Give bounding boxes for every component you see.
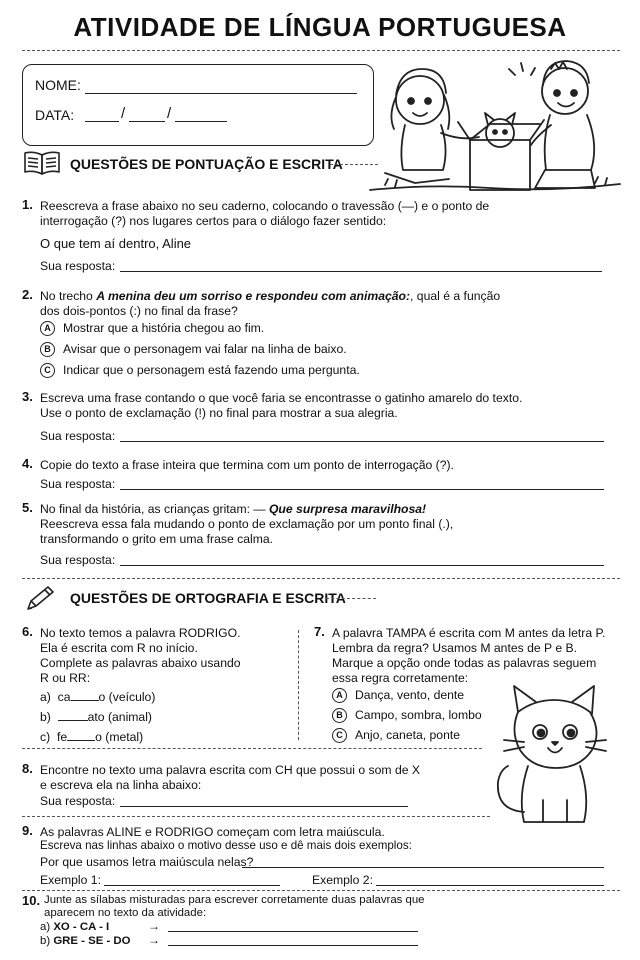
option-c[interactable]: C Indicar que o personagem está fazendo uma pergunta.	[40, 363, 360, 378]
question-number: 2.	[22, 287, 33, 302]
question-10-line2: aparecem no texto da atividade:	[44, 907, 207, 919]
question-8-line1: Encontre no texto uma palavra escrita com CH que possui o som de X	[40, 763, 421, 777]
question-5-line2: Reescreva essa fala mudando o ponto de exclamação por um ponto final (.),	[40, 517, 454, 531]
date-separator: /	[167, 105, 172, 122]
syllable-answer-b[interactable]	[168, 945, 418, 946]
option-letter: A	[332, 688, 347, 703]
answer-label: Sua resposta:	[40, 429, 116, 443]
example-1-field[interactable]	[104, 885, 280, 886]
option-a[interactable]: A Mostrar que a história chegou ao fim.	[40, 321, 264, 336]
question-9-line2: Escreva nas linhas abaixo o motivo desse uso e dê mais dois exemplos:	[40, 839, 412, 852]
option-c[interactable]: C Anjo, caneta, ponte	[332, 728, 460, 743]
fill-item-c: c) fe o (metal)	[40, 730, 144, 744]
option-letter: C	[40, 363, 55, 378]
name-field[interactable]	[85, 93, 357, 94]
fill-blank[interactable]	[58, 720, 88, 721]
divider	[330, 164, 378, 165]
syllable-item-a: a) XO - CA - I	[40, 921, 110, 933]
divider	[22, 890, 620, 891]
question-8-line2: e escreva ela na linha abaixo:	[40, 778, 202, 792]
divider	[22, 748, 482, 749]
fill-item-a: a) ca o (veículo)	[40, 690, 156, 704]
date-month-field[interactable]	[129, 121, 165, 122]
question-2-line1: No trecho A menina deu um sorriso e respondeu com animação:, qual é a função	[40, 289, 501, 303]
question-7-line1: A palavra TAMPA é escrita com M antes da letra P.	[332, 626, 606, 640]
cat-illustration	[488, 682, 618, 834]
fill-blank[interactable]	[67, 740, 95, 741]
section-title-spelling: QUESTÕES DE ORTOGRAFIA E ESCRITA	[70, 590, 346, 606]
page-title: ATIVIDADE DE LÍNGUA PORTUGUESA	[73, 12, 567, 42]
divider	[326, 598, 376, 599]
option-letter: B	[40, 342, 55, 357]
answer-label: Sua resposta:	[40, 477, 116, 491]
question-number: 8.	[22, 761, 33, 776]
question-3-line2: Use o ponto de exclamação (!) no final para mostrar a sua alegria.	[40, 406, 398, 420]
question-6-line3: Complete as palavras abaixo usando	[40, 656, 241, 670]
question-number: 9.	[22, 823, 33, 838]
question-7-line4: essa regra corretamente:	[332, 671, 469, 685]
question-number: 10.	[22, 893, 41, 908]
question-number: 6.	[22, 624, 33, 639]
question-6-line1: No texto temos a palavra RODRIGO.	[40, 626, 241, 640]
name-label: NOME:	[35, 77, 81, 93]
divider	[22, 50, 620, 51]
question-number: 1.	[22, 197, 33, 212]
question-7-line3: Marque a opção onde todas as palavras seguem	[332, 656, 597, 670]
date-day-field[interactable]	[85, 121, 119, 122]
question-5-line3: transformando o grito em uma frase calma.	[40, 532, 274, 546]
question-number: 4.	[22, 456, 33, 471]
question-1-line1: Reescreva a frase abaixo no seu caderno, colocando o travessão (—) e o ponto de	[40, 199, 490, 213]
answer-label: Sua resposta:	[40, 553, 116, 567]
children-with-cat-illustration	[365, 55, 625, 200]
example-1-label: Exemplo 1:	[40, 873, 101, 887]
question-9-prompt: Por que usamos letra maiúscula nelas?	[40, 855, 254, 869]
question-number: 3.	[22, 389, 33, 404]
syllable-item-b: b) GRE - SE - DO	[40, 935, 131, 947]
option-letter: B	[332, 708, 347, 723]
question-4-line1: Copie do texto a frase inteira que termina com um ponto de interrogação (?).	[40, 458, 454, 472]
divider	[22, 816, 490, 817]
question-2-line2: dos dois-pontos (:) no final da frase?	[40, 304, 238, 318]
question-5-line1: No final da história, as crianças gritam: — Que surpresa maravilhosa!	[40, 502, 427, 516]
date-label: DATA:	[35, 107, 75, 123]
student-info-box	[22, 64, 374, 146]
question-number: 7.	[314, 624, 325, 639]
question-10-line1: Junte as sílabas misturadas para escrever corretamente duas palavras que	[44, 894, 425, 906]
question-7-line2: Lembra da regra? Usamos M antes de P e B.	[332, 641, 578, 655]
question-1-sentence: O que tem aí dentro, Aline	[40, 236, 192, 251]
option-b[interactable]: B Avisar que o personagem vai falar na linha de baixo.	[40, 342, 347, 357]
answer-line-8[interactable]	[120, 806, 408, 807]
arrow-icon: →	[148, 919, 160, 933]
question-6-line4: R ou RR:	[40, 671, 91, 685]
option-b[interactable]: B Campo, sombra, lombo	[332, 708, 482, 723]
fill-blank[interactable]	[71, 700, 99, 701]
option-a[interactable]: A Dança, vento, dente	[332, 688, 464, 703]
date-year-field[interactable]	[175, 121, 227, 122]
date-separator: /	[121, 105, 126, 122]
question-number: 5.	[22, 500, 33, 515]
question-9-line1: As palavras ALINE e RODRIGO começam com letra maiúscula.	[40, 825, 385, 839]
question-1-line2: interrogação (?) nos lugares certos para o diálogo fazer sentido:	[40, 214, 387, 228]
answer-label: Sua resposta:	[40, 794, 116, 808]
example-2-field[interactable]	[376, 885, 604, 886]
answer-line-9[interactable]	[242, 867, 604, 868]
divider	[22, 578, 620, 579]
answer-line-3[interactable]	[120, 441, 604, 442]
arrow-icon: →	[148, 933, 160, 947]
question-6-line2: Ela é escrita com R no início.	[40, 641, 198, 655]
answer-line-1[interactable]	[120, 271, 602, 272]
answer-line-4[interactable]	[120, 489, 604, 490]
option-letter: A	[40, 321, 55, 336]
pencil-icon	[24, 585, 56, 613]
answer-label: Sua resposta:	[40, 259, 116, 273]
book-icon	[22, 150, 62, 176]
fill-item-b: b) ato (animal)	[40, 710, 152, 724]
syllable-answer-a[interactable]	[168, 931, 418, 932]
answer-line-5[interactable]	[120, 565, 604, 566]
option-letter: C	[332, 728, 347, 743]
section-title-punctuation: QUESTÕES DE PONTUAÇÃO E ESCRITA	[70, 156, 343, 172]
question-3-line1: Escreva uma frase contando o que você faria se encontrasse o gatinho amarelo do texto.	[40, 391, 523, 405]
column-divider	[298, 630, 299, 740]
example-2-label: Exemplo 2:	[312, 873, 373, 887]
